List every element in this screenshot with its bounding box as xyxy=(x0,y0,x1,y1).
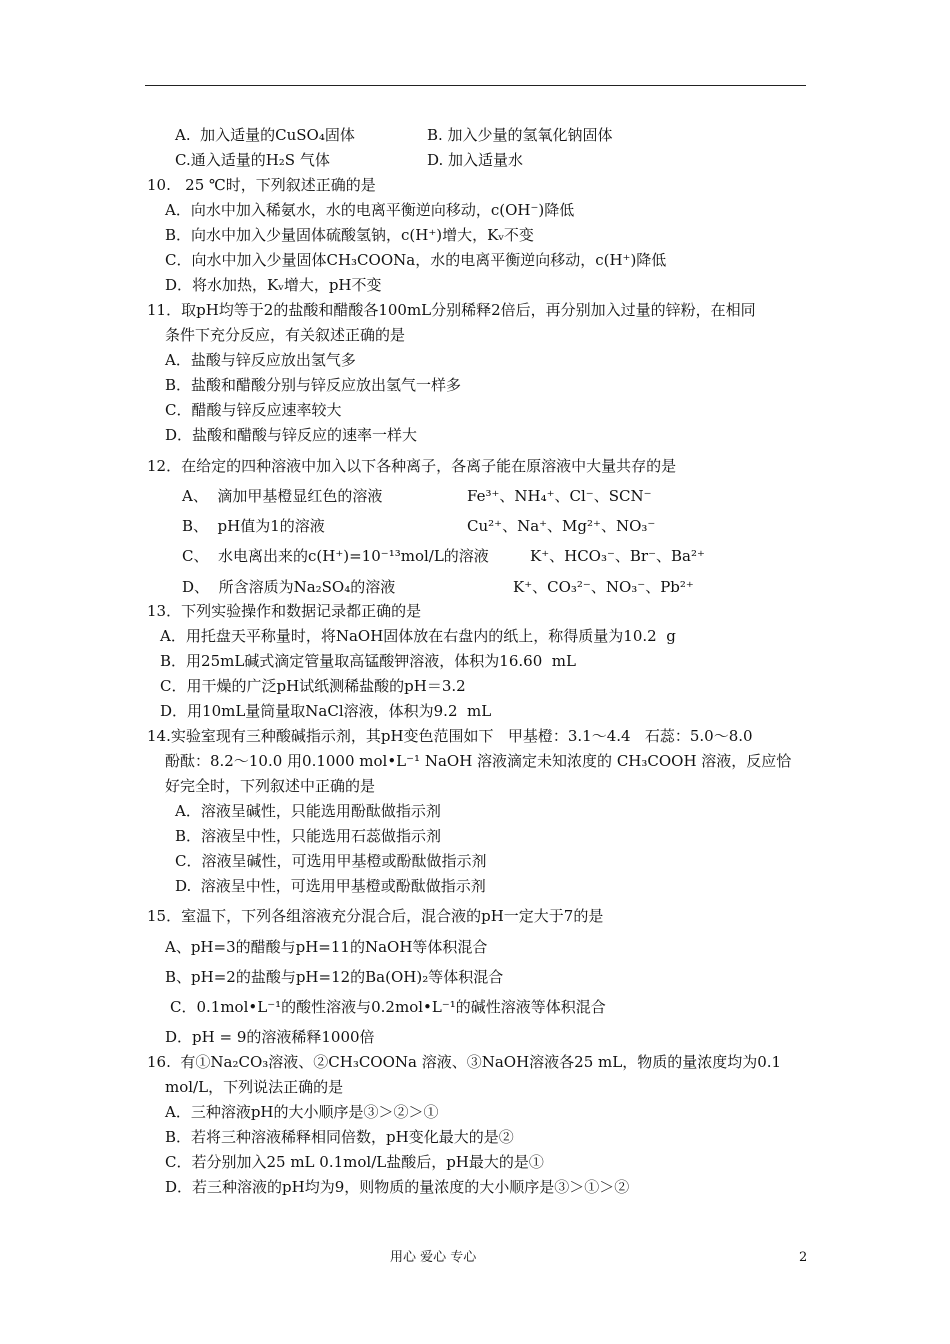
q16-stem-line2: mol/L，下列说法正确的是 xyxy=(165,1078,344,1096)
page-number: 2 xyxy=(799,1250,808,1265)
q16-stem-line1: 16. 有①Na₂CO₃溶液、②CH₃COONa 溶液、③NaOH溶液各25 mL，物质的量浓度均为0.1 xyxy=(147,1053,782,1071)
q16-option-c: C．若分别加入25 mL 0.1mol/L盐酸后，pH最大的是① xyxy=(165,1153,544,1171)
q14-stem-line2: 酚酞：8.2～10.0 用0.1000 mol•L⁻¹ NaOH 溶液滴定未知浓度的 CH₃COOH 溶液，反应恰 xyxy=(165,752,792,770)
q15-option-c: C．0.1mol•L⁻¹的酸性溶液与0.2mol•L⁻¹的碱性溶液等体积混合 xyxy=(170,998,606,1016)
q12-option-b-ions: Cu²⁺、Na⁺、Mg²⁺、NO₃⁻ xyxy=(467,517,656,535)
q11-option-a: A．盐酸与锌反应放出氢气多 xyxy=(165,351,356,369)
q14-stem-line1: 14.实验室现有三种酸碱指示剂，其pH变色范围如下 甲基橙：3.1～4.4 石蕊：5.0～8.0 xyxy=(147,727,753,745)
q12-stem: 12．在给定的四种溶液中加入以下各种离子，各离子能在原溶液中大量共存的是 xyxy=(147,457,677,475)
q12-option-b-label: B、 pH值为1的溶液 xyxy=(182,517,325,535)
q11-stem-line1: 11．取pH均等于2的盐酸和醋酸各100mL分别稀释2倍后，再分别加入过量的锌粉，在相同 xyxy=(147,301,756,319)
q10-option-c: C．向水中加入少量固体CH₃COONa，水的电离平衡逆向移动，c(H⁺)降低 xyxy=(165,251,667,269)
q12-option-c-label: C、 水电离出来的c(H⁺)=10⁻¹³mol/L的溶液 xyxy=(182,547,489,565)
q14-stem-line3: 好完全时，下列叙述中正确的是 xyxy=(165,777,376,795)
q14-option-d: D. 溶液呈中性，可选用甲基橙或酚酞做指示剂 xyxy=(175,877,486,895)
q14-option-c: C．溶液呈碱性，可选用甲基橙或酚酞做指示剂 xyxy=(175,852,487,870)
header-rule xyxy=(145,85,806,86)
q9-option-c: C.通入适量的H₂S 气体 xyxy=(175,151,330,169)
q13-option-a: A．用托盘天平称量时，将NaOH固体放在右盘内的纸上，称得质量为10.2 g xyxy=(160,627,676,645)
q9-option-d: D. 加入适量水 xyxy=(427,151,524,169)
q11-stem-line2: 条件下充分反应，有关叙述正确的是 xyxy=(165,326,406,344)
q14-option-b: B．溶液呈中性，只能选用石蕊做指示剂 xyxy=(175,827,442,845)
q14-option-a: A．溶液呈碱性，只能选用酚酞做指示剂 xyxy=(175,802,441,820)
q15-stem: 15．室温下，下列各组溶液充分混合后，混合液的pH一定大于7的是 xyxy=(147,907,604,925)
q16-option-a: A．三种溶液pH的大小顺序是③＞②＞① xyxy=(165,1103,439,1121)
q15-option-a: A、pH=3的醋酸与pH=11的NaOH等体积混合 xyxy=(165,938,488,956)
q12-option-d-label: D、 所含溶质为Na₂SO₄的溶液 xyxy=(182,578,396,596)
q11-option-b: B．盐酸和醋酸分别与锌反应放出氢气一样多 xyxy=(165,376,462,394)
q16-option-d: D．若三种溶液的pH均为9，则物质的量浓度的大小顺序是③＞①＞② xyxy=(165,1178,630,1196)
q15-option-b: B、pH=2的盐酸与pH=12的Ba(OH)₂等体积混合 xyxy=(165,968,504,986)
q13-option-b: B．用25mL碱式滴定管量取高锰酸钾溶液，体积为16.60 mL xyxy=(160,652,576,670)
q9-option-a: A. 加入适量的CuSO₄固体 xyxy=(175,126,355,144)
q16-option-b: B．若将三种溶液稀释相同倍数，pH变化最大的是② xyxy=(165,1128,514,1146)
q9-option-b: B. 加入少量的氢氧化钠固体 xyxy=(427,126,613,144)
q11-option-d: D．盐酸和醋酸与锌反应的速率一样大 xyxy=(165,426,418,444)
q15-option-d: D．pH = 9的溶液稀释1000倍 xyxy=(165,1028,375,1046)
q10-option-a: A．向水中加入稀氨水，水的电离平衡逆向移动，c(OH⁻)降低 xyxy=(165,201,575,219)
q13-stem: 13．下列实验操作和数据记录都正确的是 xyxy=(147,602,422,620)
q11-option-c: C．醋酸与锌反应速率较大 xyxy=(165,401,342,419)
q10-stem: 10. 25 ℃时，下列叙述正确的是 xyxy=(147,176,376,194)
q12-option-d-ions: K⁺、CO₃²⁻、NO₃⁻、Pb²⁺ xyxy=(513,578,694,596)
q12-option-a-ions: Fe³⁺、NH₄⁺、Cl⁻、SCN⁻ xyxy=(467,487,652,505)
q10-option-d: D．将水加热，Kᵥ增大，pH不变 xyxy=(165,276,382,294)
q12-option-c-ions: K⁺、HCO₃⁻、Br⁻、Ba²⁺ xyxy=(530,547,705,565)
q10-option-b: B．向水中加入少量固体硫酸氢钠，c(H⁺)增大，Kᵥ不变 xyxy=(165,226,534,244)
q13-option-d: D．用10mL量筒量取NaCl溶液，体积为9.2 mL xyxy=(160,702,492,720)
q13-option-c: C．用干燥的广泛pH试纸测稀盐酸的pH＝3.2 xyxy=(160,677,466,695)
q12-option-a-label: A、 滴加甲基橙显红色的溶液 xyxy=(182,487,383,505)
footer-motto: 用心 爱心 专心 xyxy=(390,1250,477,1265)
